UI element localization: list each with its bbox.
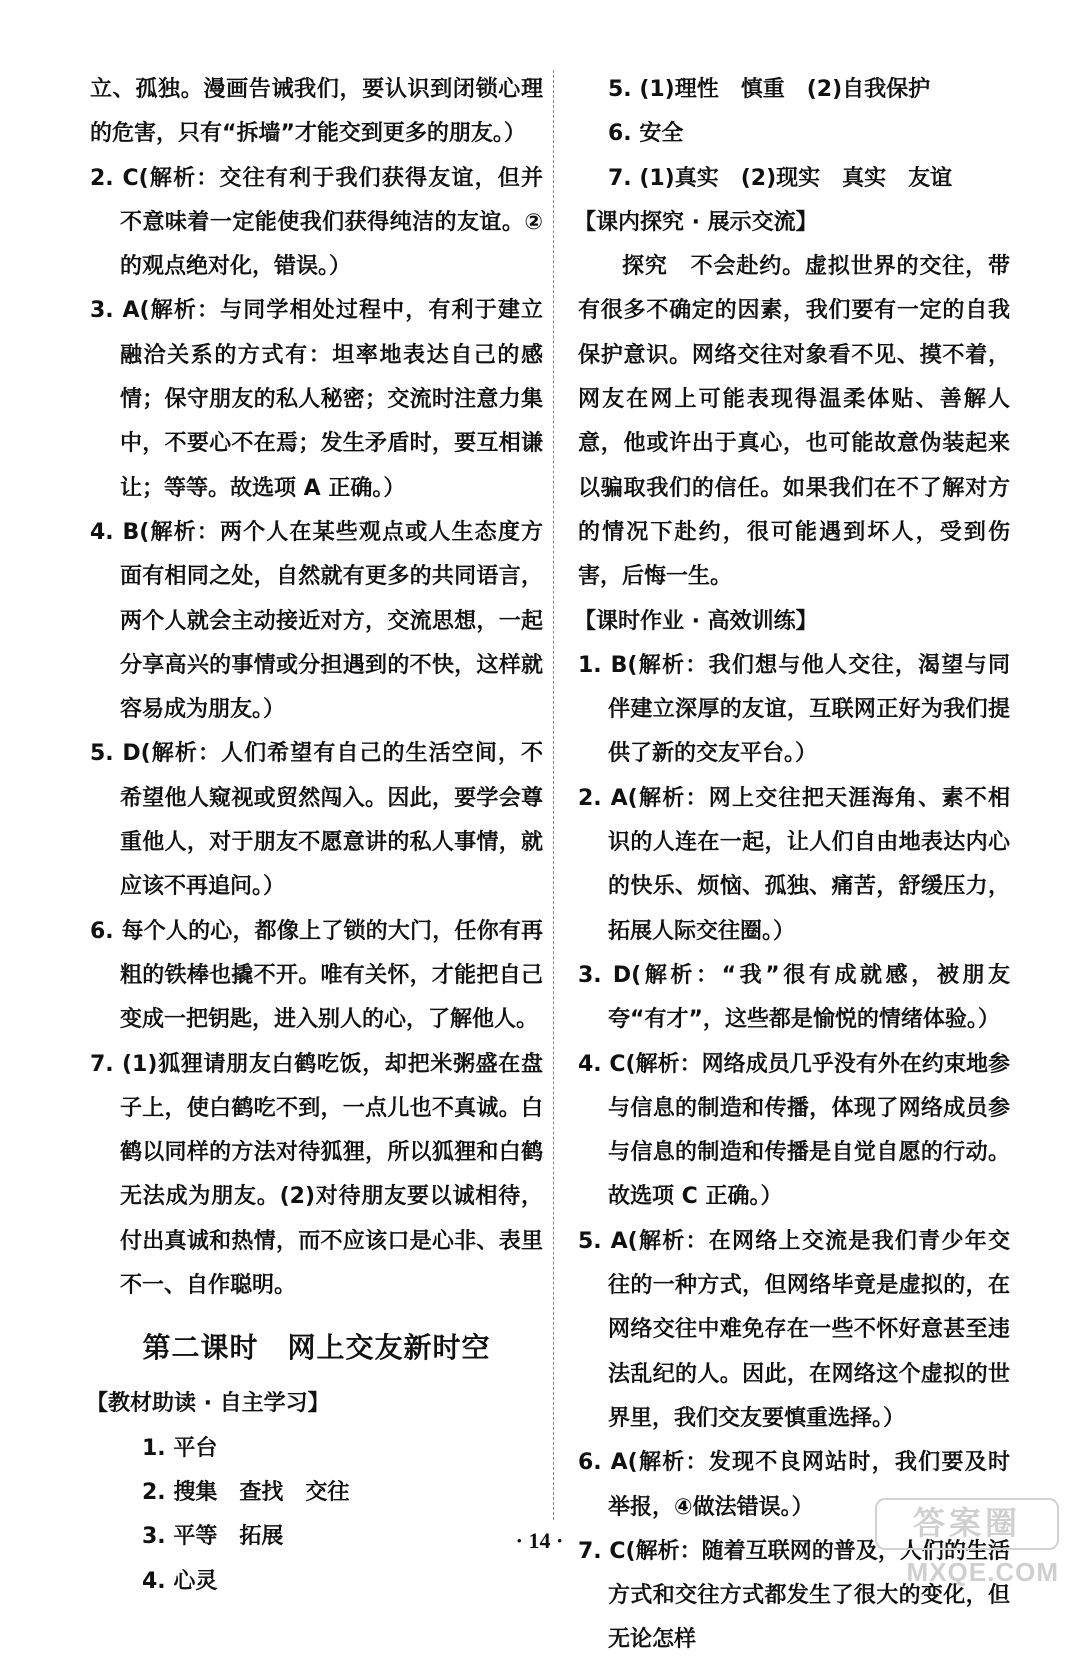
answer-item: 2. 搜集 查找 交往	[142, 1479, 350, 1505]
answer-item: 1. B(解析：我们想与他人交往，渴望与同伴建立深厚的友谊，互联网正好为我们提供了新的交友平台。）	[578, 652, 1010, 767]
answer-item: 3. D(解析：“我”很有成就感，被朋友夸“有才”，这些都是愉悦的情绪体验。）	[578, 962, 1010, 1033]
left-column	[86, 68, 543, 1604]
answer-item: 5. A(解析：在网络上交流是我们青少年交往的一种方式，但网络毕竟是虚拟的，在网络交往中难免存在一些不怀好意甚至违法乱纪的人。因此，在网络这个虚拟的世界里，我们交友要慎重选择。）	[578, 1228, 1010, 1431]
answer-item: 4. B(解析：两个人在某些观点或人生态度方面有相同之处，自然就有更多的共同语言，两个人就会主动接近对方，交流思想，一起分享高兴的事情或分担遇到的不快，这样就容易成为朋友。）	[90, 519, 543, 723]
answer-item: 6. A(解析：发现不良网站时，我们要及时举报，④做法错误。）	[578, 1450, 1010, 1520]
answer-item: 4. 心灵	[142, 1568, 218, 1594]
section-heading-class-exploration: 【课内探究 · 展示交流】	[574, 209, 818, 235]
answer-item: 1. 平台	[142, 1435, 218, 1461]
watermark-bottom-text: MXQE.COM	[906, 1557, 1059, 1587]
answer-item: 3. 平等 拓展	[142, 1524, 284, 1550]
answer-item: 4. C(解析：网络成员几乎没有外在约束地参与信息的制造和传播，体现了网络成员参与信息的制造和传播是自觉自愿的行动。故选项 C 正确。）	[578, 1051, 1010, 1210]
answer-item: 7. (1)狐狸请朋友白鹤吃饭，却把米粥盛在盘子上，使白鹤吃不到，一点儿也不真诚。白鹤以同样的方法对待狐狸，所以狐狸和白鹤无法成为朋友。(2)对待朋友要以诚相待，付出真诚和热情，而不应该口是心非、表里不一、自作聪明。	[90, 1051, 543, 1299]
watermark-top-text: 答案圈	[875, 1498, 1059, 1550]
answer-item: 7. (1)真实 (2)现实 真实 友谊	[608, 165, 953, 191]
answer-item: 6. 安全	[608, 121, 684, 147]
section-heading-textbook-reading: 【教材助读 · 自主学习】	[86, 1391, 330, 1417]
answer-item: 6. 每个人的心，都像上了锁的大门，任你有再粗的铁棒也撬不开。唯有关怀，才能把自己变成一把钥匙，进入别人的心，了解他人。	[90, 918, 543, 1033]
lesson-title: 第二课时 网上交友新时空	[142, 1331, 491, 1365]
answer-item: 2. C(解析：交往有利于我们获得友谊，但并不意味着一定能使我们获得纯洁的友谊。②的观点绝对化，错误。）	[90, 165, 543, 280]
answer-item: 7. C(解析：随着互联网的普及，人们的生活方式和交往方式都发生了很大的变化，但无论怎样	[578, 1538, 1010, 1653]
answer-item: 5. (1)理性 慎重 (2)自我保护	[608, 77, 931, 102]
right-column	[574, 68, 1010, 1663]
column-divider	[553, 70, 554, 1520]
section-heading-homework: 【课时作业 · 高效训练】	[574, 608, 818, 634]
answer-item: 3. A(解析：与同学相处过程中，有利于建立融洽关系的方式有：坦率地表达自己的感情；保守朋友的私人秘密；交流时注意力集中，不要心不在焉；发生矛盾时，要互相谦让；等等。故选项 A 正确。）	[90, 298, 543, 501]
answer-item: 5. D(解析：人们希望有自己的生活空间，不希望他人窥视或贸然闯入。因此，要学会尊重他人，对于朋友不愿意讲的私人事情，就应该不再追问。）	[90, 741, 543, 900]
exploration-paragraph: 探究 不会赴约。虚拟世界的交往，带有很多不确定的因素，我们要有一定的自我保护意识。网络交往对象看不见、摸不着，网友在网上可能表现得温柔体贴、善解人意，他或许出于真心，也可能故意伪装起来以骗取我们的信任。如果我们在不了解对方的情况下赴约，很可能遇到坏人，受到伤害，后悔一生。	[578, 254, 1010, 590]
continued-answer: 立、孤独。漫画告诫我们，要认识到闭锁心理的危害，只有“拆墙”才能交到更多的朋友。）	[90, 77, 543, 147]
page-number: · 14 ·	[515, 1528, 564, 1553]
answer-item: 2. A(解析：网上交往把天涯海角、素不相识的人连在一起，让人们自由地表达内心的快乐、烦恼、孤独、痛苦，舒缓压力，拓展人际交往圈。）	[578, 785, 1010, 944]
